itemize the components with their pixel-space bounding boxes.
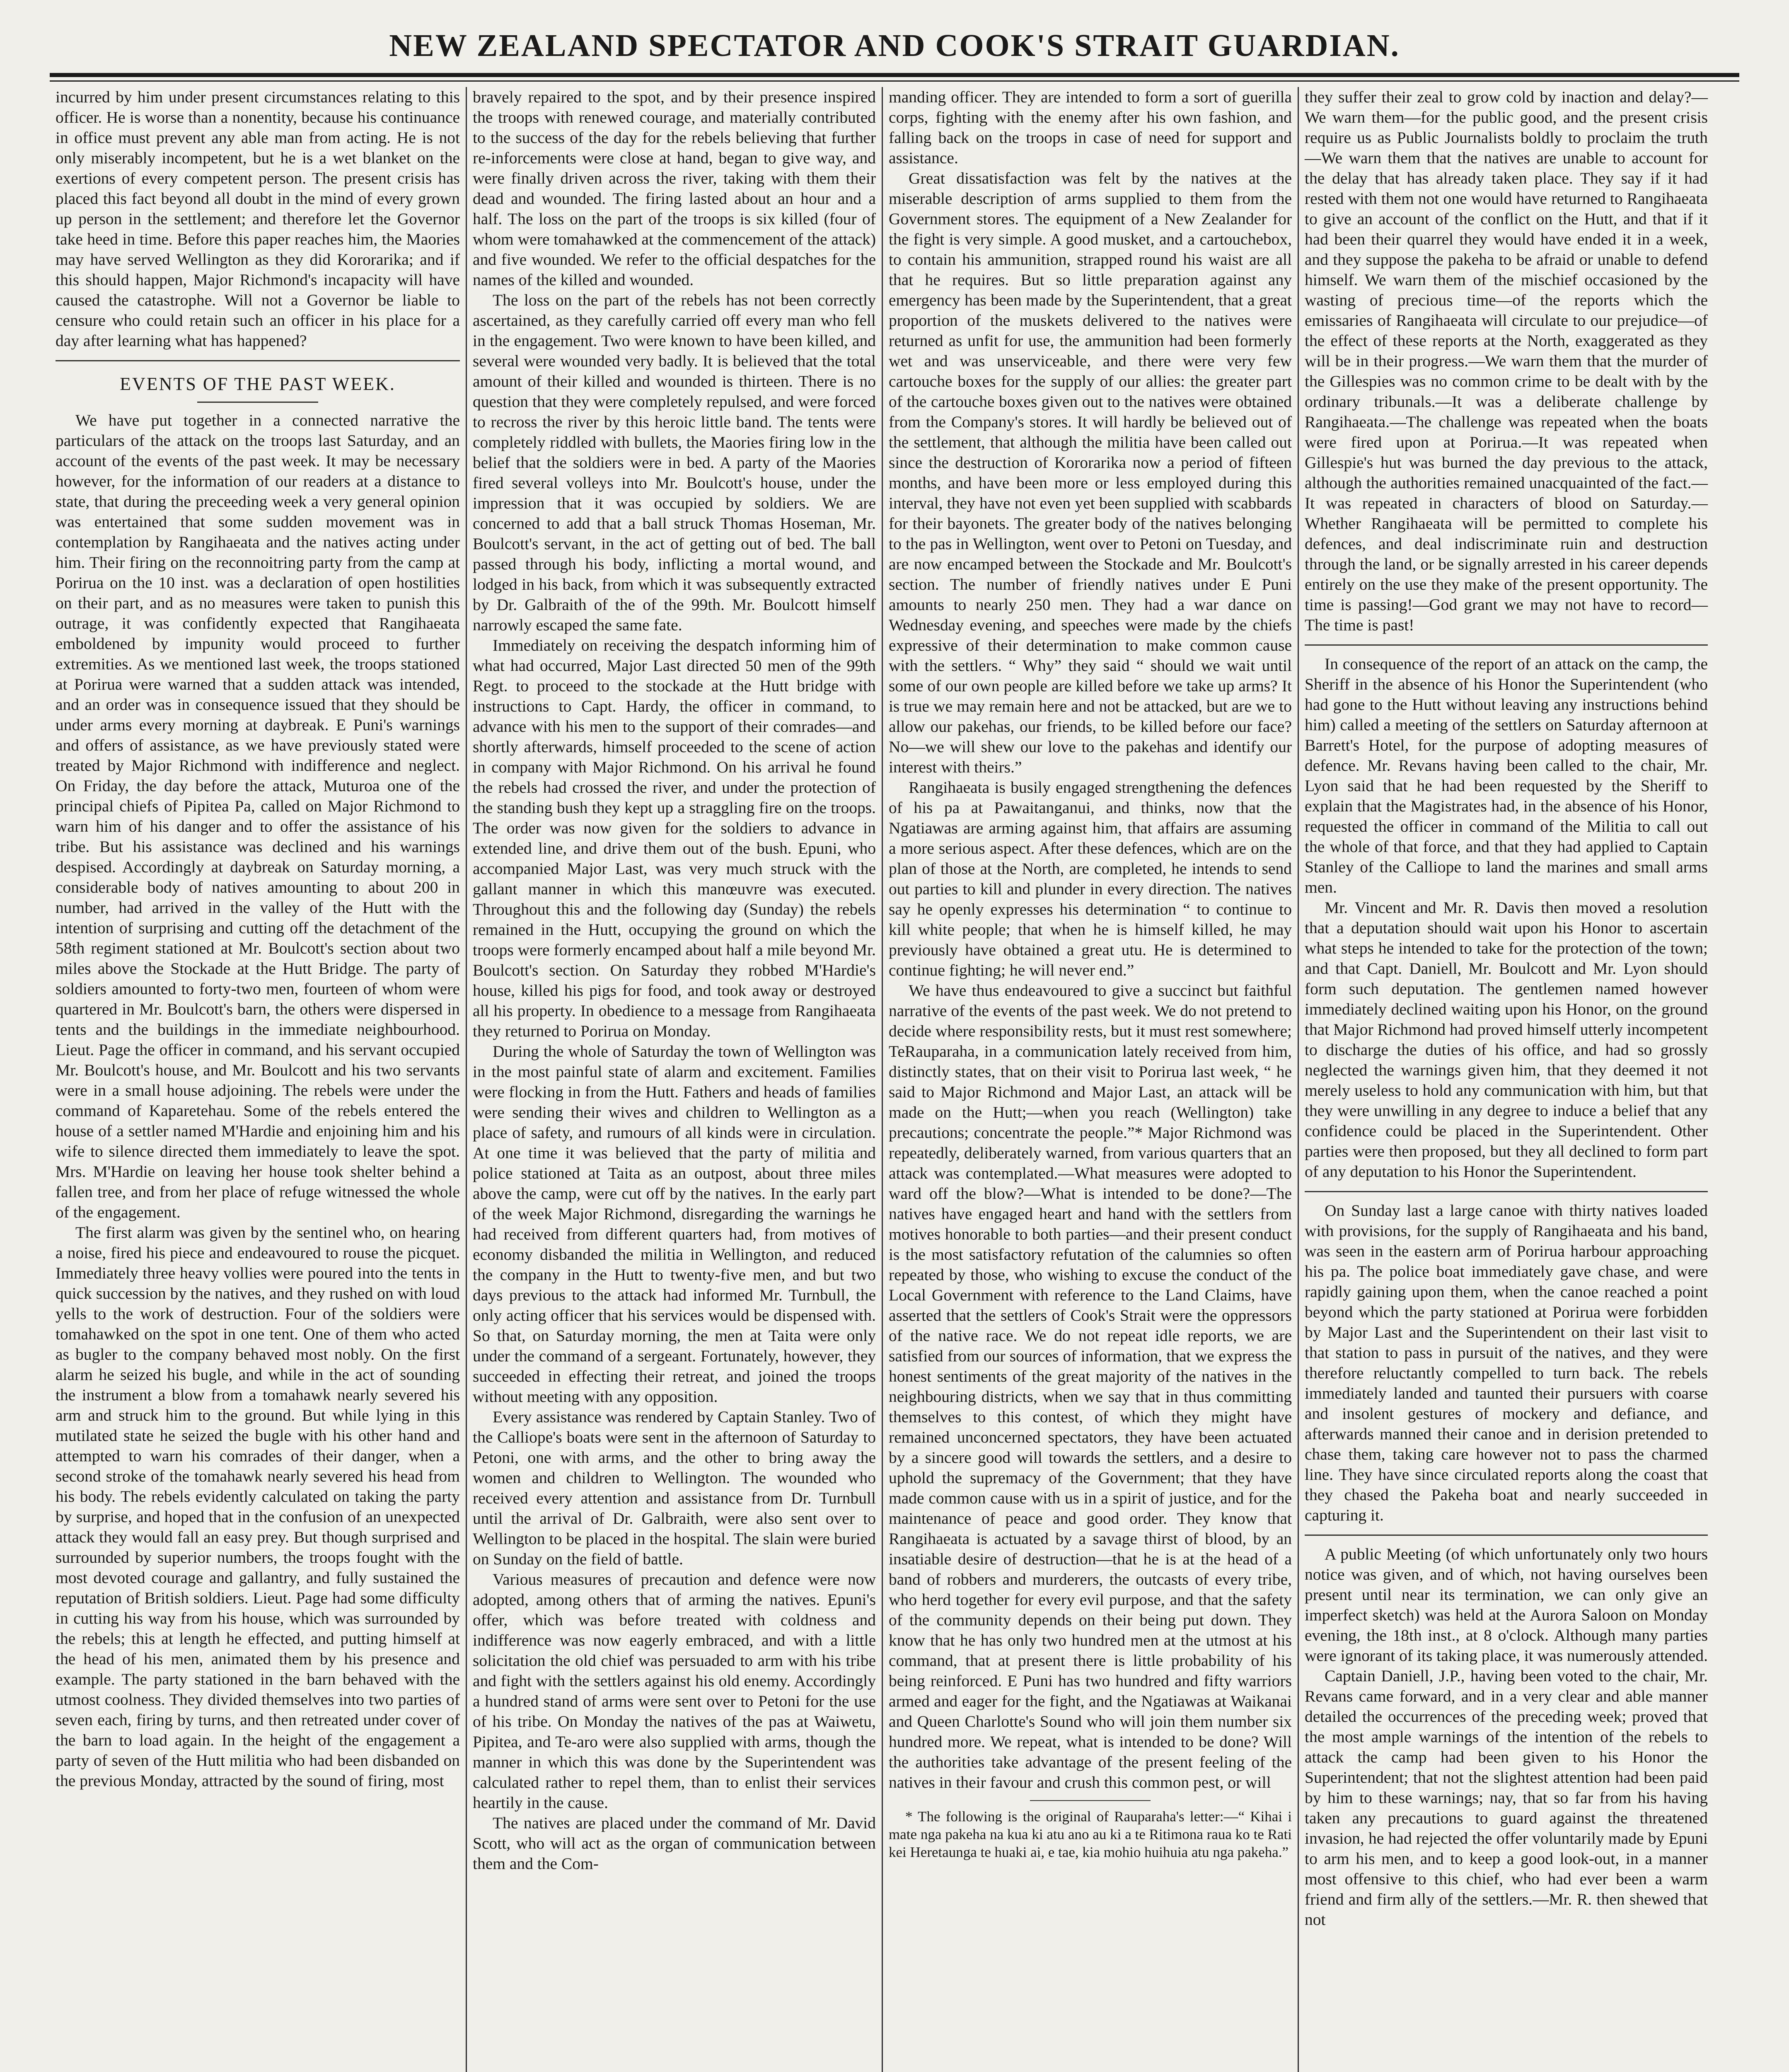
heading-rule [197,402,319,403]
section-heading: EVENTS OF THE PAST WEEK. [120,374,396,394]
column-2-paragraph: The natives are placed under the command of Mr. David Scott, who will act as the organ of communication between them and the Com- [473,1814,876,1873]
column-2-paragraph: Immediately on receiving the despatch informing him of what had occurred, Major Last directed 50 men of the 99th Regt. to proceed to the stockade at the Hutt bridge with instructions to Capt. Hardy, the officer in command, to advance with his men to the support of their comrades—and shortly afterwards, himself proceeded to the scene of action in company with Major Richmond. On his arrival he found the rebels had crossed the river, and under the protection of the standing bush they kept up a straggling fire on the troops. The order was now given for the soldiers to advance in extended line, and drive them out of the bush. Epuni, who accompanied Major Last, was very much struck with the gallant manner in which this manœuvre was executed. Throughout this and the following day (Sunday) the rebels remained in the Hutt, occupying the ground on which the troops were formerly encamped about half a mile beyond Mr. Boulcott's section. On Saturday they robbed M'Hardie's house, killed his pigs for food, and took away or destroyed all his property. In obedience to a message from Rangihaeata they returned to Porirua on Monday. [473,636,876,1040]
masthead [50,25,1739,70]
column-1-paragraph: We have put together in a connected narrative the particulars of the attack on the troops last Saturday, and an account of the events of the past week. It may be necessary however, for the information of our readers at a distance to state, that during the preceeding week a very general opinion was entertained that some sudden movement was in contemplation by Rangihaeata and the natives acting under him. Their firing on the reconnoitring party from the camp at Porirua on the 10 inst. was a declaration of open hostilities on their part, and as no measures were taken to punish this outrage, it was confidently expected that Rangihaeata emboldened by impunity would proceed to further extremities. As we mentioned last week, the troops stationed at Porirua were warned that a sudden attack was intended, and an order was in consequence issued that they should be under arms every morning at daybreak. E Puni's warnings and offers of assistance, as we have previously stated were treated by Major Richmond with indifference and neglect. On Friday, the day before the attack, Muturoa one of the principal chiefs of Pipitea Pa, called on Major Richmond to warn him of his danger and to offer the assistance of his tribe. But his assistance was declined and his warnings despised. Accordingly at daybreak on Saturday morning, a considerable body of natives amounting to about 200 in number, had arrived in the valley of the Hutt with the intention of surprising and cutting off the detachment of the 58th regiment stationed at Mr. Boulcott's section about two miles above the Stockade at the Hutt Bridge. The party of soldiers amounted to forty-two men, fourteen of whom were quartered in Mr. Boulcott's barn, the others were dispersed in tents and the buildings in the immediate neighbourhood. Lieut. Page the officer in command, and his servant occupied Mr. Boulcott's house, and Mr. Boulcott and his two servants were in a small house adjoining. The rebels were under the command of Kaparetehau. Some of the rebels entered the house of a settler named M'Hardie and enjoining him and his wife to silence directed them immediately to leave the spot. Mrs. M'Hardie on leaving her house took shelter behind a fallen tree, and from her place of refuge witnessed the whole of the engagement. [56,411,460,1221]
column-4 [1298,87,1714,2072]
column-4-paragraph: they suffer their zeal to grow cold by inaction and delay?—We warn them—for the public good, and the present crisis require us as Public Journalists boldly to proclaim the truth—We warn them that the natives are unable to account for the delay that has already taken place. They say if it had rested with them not one would have returned to Rangihaeata to give an account of the conflict on the Hutt, and that if it had been their quarrel they would have ended it in a week, and they suppose the pakeha to be afraid or unable to defend himself. We warn them of the mischief occasioned by the wasting of precious time—of the reports which the emissaries of Rangihaeata will circulate to our prejudice—of the effect of these reports at the North, exaggerated as they will be in their progress.—We warn them that the murder of the Gillespies was no common crime to be dealt with by the ordinary tribunals.—It was a deliberate challenge by Rangihaeata.—The challenge was repeated when the boats were fired upon at Porirua.—It was repeated when Gillespie's hut was burned the day previous to the attack, although the authorities remained unacquainted of the fact.—It was repeated in characters of blood on Saturday.—Whether Rangihaeata will be permitted to complete his defences, and deal indiscriminate ruin and destruction through the land, or be signally arrested in his career depends entirely on the use they make of the present opportunity. The time is passing!—God grant we may not have to record—The time is past! [1305,88,1708,634]
column-3-paragraph: Rangihaeata is busily engaged strengthening the defences of his pa at Pawaitanganui, and thinks, now that the Ngatiawas are arming against him, that affairs are assuming a more serious aspect. After these defences, which are on the plan of those at the North, are completed, he intends to send out parties to kill and plunder in every direction. The natives say he openly expresses his determination “ to continue to kill white people; that when he is himself killed, he may previously have obtained a great utu. He is determined to continue fighting; he will never end.” [889,778,1292,979]
masthead-rule-thick [50,73,1739,77]
masthead-rule-thin [50,80,1739,82]
column-2-paragraph: The loss on the part of the rebels has not been correctly ascertained, as they carefully carried off every man who fell in the engagement. Two were known to have been killed, and several were wounded very badly. It is believed that the total amount of their killed and wounded is thirteen. There is no question that they were completely repulsed, and were forced to recross the river by this heroic little band. The tents were completely riddled with bullets, the Maories firing low in the belief that the soldiers were in bed. A party of the Maories fired several volleys into Mr. Boulcott's house, under the impression that it was occupied by soldiers. We are concerned to add that a ball struck Thomas Hoseman, Mr. Boulcott's servant, in the act of getting out of bed. The ball passed through his body, inflicting a mortal wound, and lodged in his back, from which it was subsequently extracted by Dr. Galbraith of the of the 99th. Mr. Boulcott himself narrowly escaped the same fate. [473,291,876,634]
newspaper-page [50,25,1739,2072]
column-1-paragraph: The first alarm was given by the sentinel who, on hearing a noise, fired his piece and endeavoured to rouse the picquet. Immediately three heavy vollies were poured into the tents in quick succession by the natives, and they rushed on with loud yells to the work of destruction. Four of the soldiers were tomahawked on the spot in one tent. One of them who acted as bugler to the company behaved most nobly. On the first alarm he seized his bugle, and while in the act of sounding the instrument a blow from a tomahawk nearly severed his arm and struck him to the ground. But while lying in this mutilated state he seized the bugle with his other hand and attempted to warn his comrades of their danger, when a second stroke of the tomahawk nearly severed his head from his body. The rebels evidently calculated on taking the party by surprise, and hoped that in the confusion of an unexpected attack they would fall an easy prey. But though surprised and surrounded by superior numbers, the troops fought with the most devoted courage and gallantry, and fully sustained the reputation of British soldiers. Lieut. Page had some difficulty in cutting his way from his house, which was surrounded by the rebels; this at length he effected, and putting himself at the head of his men, animated them by his presence and example. The party stationed in the barn behaved with the utmost coolness. They divided themselves into two parties of seven each, firing by turns, and then retreated under cover of the barn to load again. In the height of the engagement a party of seven of the Hutt militia who had been disbanded on the previous Monday, attracted by the sound of firing, most [56,1223,460,1790]
article-columns [50,87,1739,2072]
column-3-paragraph: We have thus endeavoured to give a succinct but faithful narrative of the events of the past week. We do not pretend to decide where responsibility rests, but it must rest somewhere; TeRauparaha, in a communication lately received from him, distinctly states, that on their visit to Porirua last week, “ he said to Major Richmond and Major Last, an attack will be made on the Hutt;—when you reach (Wellington) take precautions; concentrate the people.”* Major Richmond was repeatedly, deliberately warned, from various quarters that an attack was contemplated.—What measures were adopted to ward off the blow?—What is intended to be done?—The natives have engaged heart and hand with the settlers from motives honorable to both parties—and their present conduct is the most satisfactory refutation of the calumnies so often repeated by those, who wishing to excuse the conduct of the Local Government with reference to the Land Claims, have asserted that the settlers of Cook's Strait were the oppressors of the native race. We do not repeat idle reports, we are satisfied from our sources of information, that we express the honest sentiments of the great majority of the natives in the neighbouring districts, when we say that in thus committing themselves to this contest, of which they might have remained unconcerned spectators, they have been actuated by a sincere good will towards the settlers, and a desire to uphold the supremacy of the Government; that they have made common cause with us in a spirit of justice, and for the maintenance of peace and good order. They know that Rangihaeata is actuated by a savage thirst of blood, by an insatiable desire of destruction—that he is at the head of a band of robbers and murderers, the outcasts of every tribe, who herd together for every evil purpose, and that the safety of the community depends on their being put down. They know that he has only two hundred men at the utmost at his command, that at present there is little probability of his being reinforced. E Puni has two hundred and fifty warriors armed and eager for the fight, and the Ngatiawas at Waikanai and Queen Charlotte's Sound who will join them number six hundred more. We repeat, what is intended to be done? Will the authorities take advantage of the present feeling of the natives in their favour and crush this common pest, or will [889,981,1292,1791]
column-1 [50,87,466,2072]
column-4-paragraph: Mr. Vincent and Mr. R. Davis then moved a resolution that a deputation should wait upon his Honor to ascertain what steps he intended to take for the protection of the town; and that Capt. Daniell, Mr. Boulcott and Mr. Lyon should form such deputation. The gentlemen named however immediately declined waiting upon his Honor, on the ground that Major Richmond had proved himself utterly incompetent to discharge the duties of his office, and had so grossly neglected the warnings given him, that they deemed it not merely useless to hold any communication with him, but that they were unwilling in any degree to induce a belief that any confidence could be placed in the Superintendent. Other parties were then proposed, but they all declined to form part of any deputation to his Honor the Superintendent. [1305,898,1708,1181]
column-3-paragraph: Great dissatisfaction was felt by the natives at the miserable description of arms supplied to them from the Government stores. The equipment of a New Zealander for the fight is very simple. A good musket, and a cartouchebox, to contain his ammunition, strapped round his waist are all that he requires. But so little preparation against any emergency has been made by the Superintendent, that a great proportion of the muskets delivered to the natives were returned as unfit for use, the ammunition had been formerly wet and was unserviceable, and there were very few cartouche boxes for the supply of our allies: the greater part of the cartouche boxes given out to the natives were obtained from the Company's stores. It will hardly be believed out of the settlement, that although the militia have been called out since the destruction of Kororarika now a period of fifteen months, and have been more or less employed during this interval, they have not even yet been supplied with scabbards for their bayonets. The greater body of the natives belonging to the pas in Wellington, went over to Petoni on Tuesday, and are now encamped between the Stockade and Mr. Boulcott's section. The number of friendly natives under E Puni amounts to nearly 250 men. They had a war dance on Wednesday evening, and speeches were made by the chiefs expressive of their determination to make common cause with the settlers. “ Why” they said “ should we wait until some of our own people are killed before we take up arms? It is true we may remain here and not be attacked, but are we to allow our pakehas, our friends, to be killed before our face? No—we will shew our love to the pakehas and identify our interest with theirs.” [889,169,1292,776]
section-divider [56,360,460,361]
column-2-paragraph: During the whole of Saturday the town of Wellington was in the most painful state of alarm and excitement. Families were flocking in from the Hutt. Fathers and heads of families were sending their wives and children to Wellington as a place of safety, and rumours of all kinds were in circulation. At one time it was believed that the party of militia and police stationed at Taita as an outpost, about three miles above the camp, were cut off by the natives. In the early part of the week Major Richmond, disregarding the warnings he had received from different quarters had, from motives of economy disbanded the militia in Wellington, and reduced the company in the Hutt to twenty-five men, and but two days previous to the attack had informed Mr. Turnbull, the only acting officer that his services would be dispensed with. So that, on Saturday morning, the men at Taita were only under the command of a sergeant. Fortunately, however, they succeeded in effecting their retreat, and joined the troops without meeting with any opposition. [473,1042,876,1406]
column-4-paragraph: Captain Daniell, J.P., having been voted to the chair, Mr. Revans came forward, and in a very clear and able manner detailed the occurrences of the preceding week; proved that the most ample warnings of the intention of the rebels to attack the camp had been given to his Honor the Superintendent; that not the slightest attention had been paid by him to these warnings; nay, that so far from his having taken any precautions to guard against the threatened invasion, he had rejected the offer voluntarily made by Epuni to arm his men, and to keep a good look-out, in a manner most offensive to this chief, who had ever been a warm friend and firm ally of the settlers.—Mr. R. then shewed that not [1305,1667,1708,1929]
footnote: * The following is the original of Rauparaha's letter:—“ Kihai i mate nga pakeha na kua ki atu ano au ki a te Ritimona raua ko te Rati kei Heretaunga te huaki ai, e tae, kia mohio huihuia atu nga pakeha.” [889,1808,1292,1860]
column-2 [466,87,882,2072]
section-divider [1305,1191,1708,1192]
column-2-paragraph: bravely repaired to the spot, and by their presence inspired the troops with renewed courage, and materially contributed to the success of the day for the rebels believing that further re-inforcements were close at hand, began to give way, and were finally driven across the river, taking with them their dead and wounded. The firing lasted about an hour and a half. The loss on the part of the troops is six killed (four of whom were tomahawked at the commencement of the attack) and five wounded. We refer to the official despatches for the names of the killed and wounded. [473,88,876,289]
section-divider [1305,1535,1708,1536]
column-3-paragraph: manding officer. They are intended to form a sort of guerilla corps, fighting with the enemy after his own fashion, and falling back on the troops in case of need for support and assistance. [889,88,1292,167]
column-4-paragraph: A public Meeting (of which unfortunately only two hours notice was given, and of which, not having ourselves been present until near its termination, we can only give an imperfect sketch) was held at the Aurora Saloon on Monday evening, the 18th inst., at 8 o'clock. Although many parties were ignorant of its taking place, it was numerously attended. [1305,1545,1708,1665]
column-1-paragraph: incurred by him under present circumstances relating to this officer. He is worse than a nonentity, because his continuance in office must prevent any able man from acting. He is not only miserably incompetent, but he is a wet blanket on the exertions of every competent person. The present crisis has placed this fact beyond all doubt in the mind of every grown up person in the settlement; and therefore let the Governor take heed in time. Before this paper reaches him, the Maories may have served Wellington as they did Kororarika; and if this should happen, Major Richmond's incapacity will have caused the catastrophe. Will not a Governor be liable to censure who could retain such an officer in his place for a day after learning what has happened? [56,88,460,350]
column-4-paragraph: On Sunday last a large canoe with thirty natives loaded with provisions, for the supply of Rangihaeata and his band, was seen in the eastern arm of Porirua harbour approaching his pa. The police boat immediately gave chase, and were rapidly gaining upon them, when the canoe reached a point beyond which the party stationed at Porirua were forbidden by Major Last and the Superintendent on their last visit to that station to pass in pursuit of the natives, and they were therefore reluctantly compelled to turn back. The rebels immediately landed and taunted their pursuers with coarse and insolent gestures of mockery and defiance, and afterwards manned their canoe and in derision pretended to chase them, taking care however not to pass the charmed line. They have since circulated reports along the coast that they chased the Pakeha boat and nearly succeeded in capturing it. [1305,1201,1708,1524]
column-2-paragraph: Various measures of precaution and defence were now adopted, among others that of arming the natives. Epuni's offer, which was before treated with coldness and indifference was now eagerly embraced, and with a little solicitation the old chief was persuaded to arm with his tribe and fight with the settlers against his old enemy. Accordingly a hundred stand of arms were sent over to Petoni for the use of his tribe. On Monday the natives of the pas at Waiwetu, Pipitea, and Te-aro were also supplied with arms, though the manner in which this was done by the Superintendent was calculated rather to repel them, than to enlist their services heartily in the cause. [473,1570,876,1812]
column-2-paragraph: Every assistance was rendered by Captain Stanley. Two of the Calliope's boats were sent in the afternoon of Saturday to Petoni, one with arms, and the other to bring away the women and children to Wellington. The wounded who received every attention and assistance from Dr. Turnbull until the arrival of Dr. Galbraith, were also sent over to Wellington to be placed in the hospital. The slain were buried on Sunday on the field of battle. [473,1408,876,1568]
footnote-rule [1030,1800,1151,1801]
masthead-title: NEW ZEALAND SPECTATOR AND COOK'S STRAIT GUARDIAN. [389,28,1400,63]
section-divider [1305,644,1708,646]
column-3 [882,87,1298,2072]
column-4-paragraph: In consequence of the report of an attack on the camp, the Sheriff in the absence of his Honor the Superintendent (who had gone to the Hutt without leaving any instructions behind him) called a meeting of the settlers on Saturday afternoon at Barrett's Hotel, for the purpose of adopting measures of defence. Mr. Revans having been called to the chair, Mr. Lyon said that he had been requested by the Sheriff to explain that the Magistrates had, in the absence of his Honor, requested the officer in command of the Militia to call out the whole of that force, and that they had applied to Captain Stanley of the Calliope to land the marines and small arms men. [1305,655,1708,896]
